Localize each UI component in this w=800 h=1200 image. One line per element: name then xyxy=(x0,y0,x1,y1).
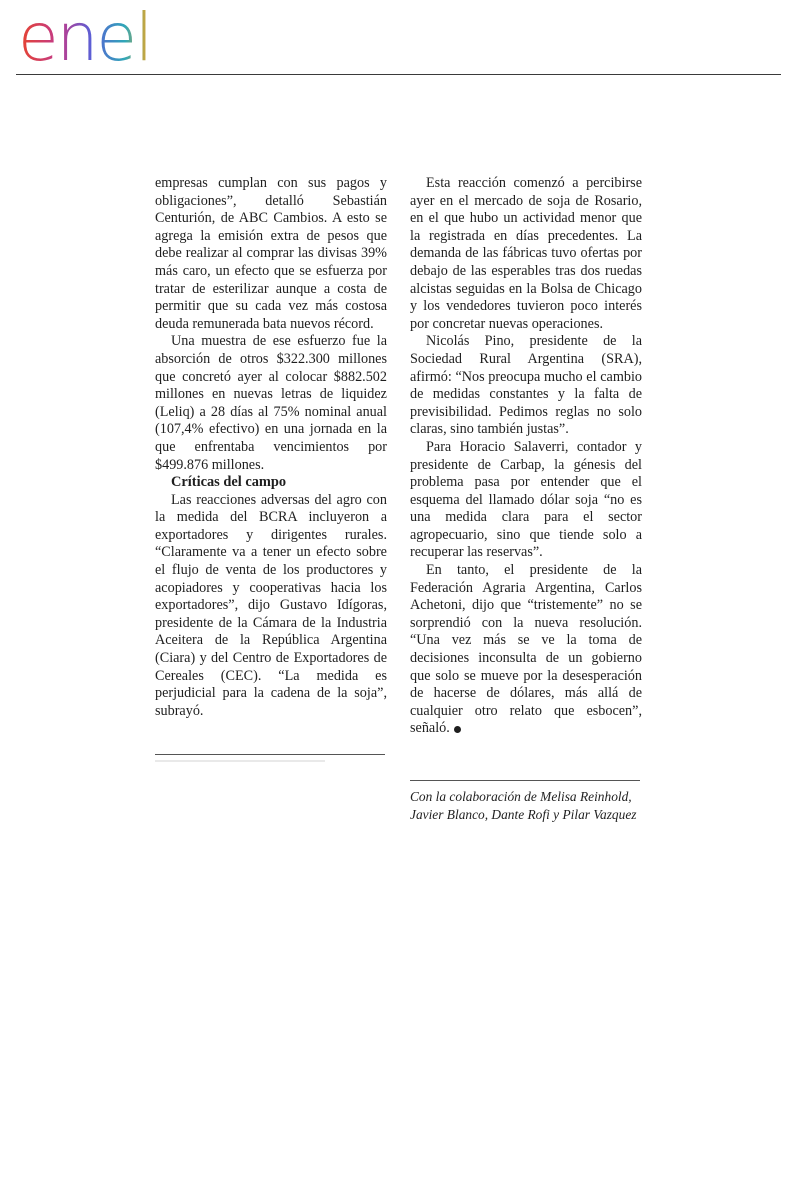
article-paragraph: Nicolás Pino, presidente de la Sociedad Rural Argentina (SRA), afirmó: “Nos preocupa mucho el cambio de medidas constantes y la falta de previsibilidad. Pedimos reglas no solo claras, sino también justas”. xyxy=(410,333,642,438)
column-end-divider-right xyxy=(410,780,640,781)
enel-logo xyxy=(18,6,170,68)
article-column-left xyxy=(155,175,387,720)
article-paragraph-text: En tanto, el presidente de la Federación Agraria Argentina, Carlos Achetoni, dijo que “tristemente” no se sorprendió con la nueva resolución. “Una vez más se ve la toma de decisiones inconsulta de un gobierno que solo se mueve por la desesperación de hacerse de dólares, más allá de cualquier otro relato que esbocen”, señaló. xyxy=(410,562,642,737)
logo-wordmark: enel xyxy=(18,6,152,68)
article-paragraph: Una muestra de ese esfuerzo fue la absorción de otros $322.300 millones que concretó ayer al colocar $882.502 millones en nuevas letras de liquidez (Leliq) a 28 días al 75% nominal anual (107,4% efectivo) en una jornada en la que enfrentaba vencimientos por $499.876 millones. xyxy=(155,333,387,473)
article-paragraph: empresas cumplan con sus pagos y obligaciones”, detalló Sebastián Centurión, de ABC Cambios. A esto se agrega la emisión extra de pesos que debe realizar al comprar las divisas 39% más caro, un efecto que se esfuerza por tratar de esterilizar aunque a costa de permitir que su cada vez más costosa deuda remunerada bata nuevos récord. xyxy=(155,175,387,332)
end-of-article-icon xyxy=(454,726,461,733)
article-paragraph-final xyxy=(410,562,642,738)
article-paragraph: Para Horacio Salaverri, contador y presidente de Carbap, la génesis del problema pasa por entender que el esquema del llamado dólar soja “no es una medida clara para el sector agropecuario, sino que tiende solo a recuperar las reservas”. xyxy=(410,438,642,561)
article-subheading: Críticas del campo xyxy=(171,474,287,491)
article-paragraph: Las reacciones adversas del agro con la medida del BCRA incluyeron a exportadores y dirigentes rurales. “Claramente va a tener un efecto sobre el flujo de venta de los productores y acopiadores y cooperativas hacia los exportadores”, dijo Gustavo Idígoras, presidente de la Cámara de la Industria Aceitera de la República Argentina (Ciara) y del Centro de Exportadores de Cereales (CEC). “La medida es perjudicial para la cadena de la soja”, subrayó. xyxy=(155,491,387,719)
article-paragraph: Esta reacción comenzó a percibirse ayer en el mercado de soja de Rosario, en el que hubo un actividad menor que la registrada en días precedentes. La demanda de las fábricas tuvo ofertas por debajo de las esperables tras dos ruedas alcistas seguidas en la Bolsa de Chicago y los vendedores tuvieron poco interés por concretar nuevas operaciones. xyxy=(410,175,642,332)
collaboration-credit: Con la colaboración de Melisa Reinhold, Javier Blanco, Dante Rofi y Pilar Vazquez xyxy=(410,789,637,822)
faint-bleedthrough-line xyxy=(155,760,325,762)
column-end-divider-left xyxy=(155,754,385,755)
article-column-right xyxy=(410,175,642,738)
header-divider xyxy=(16,74,781,75)
